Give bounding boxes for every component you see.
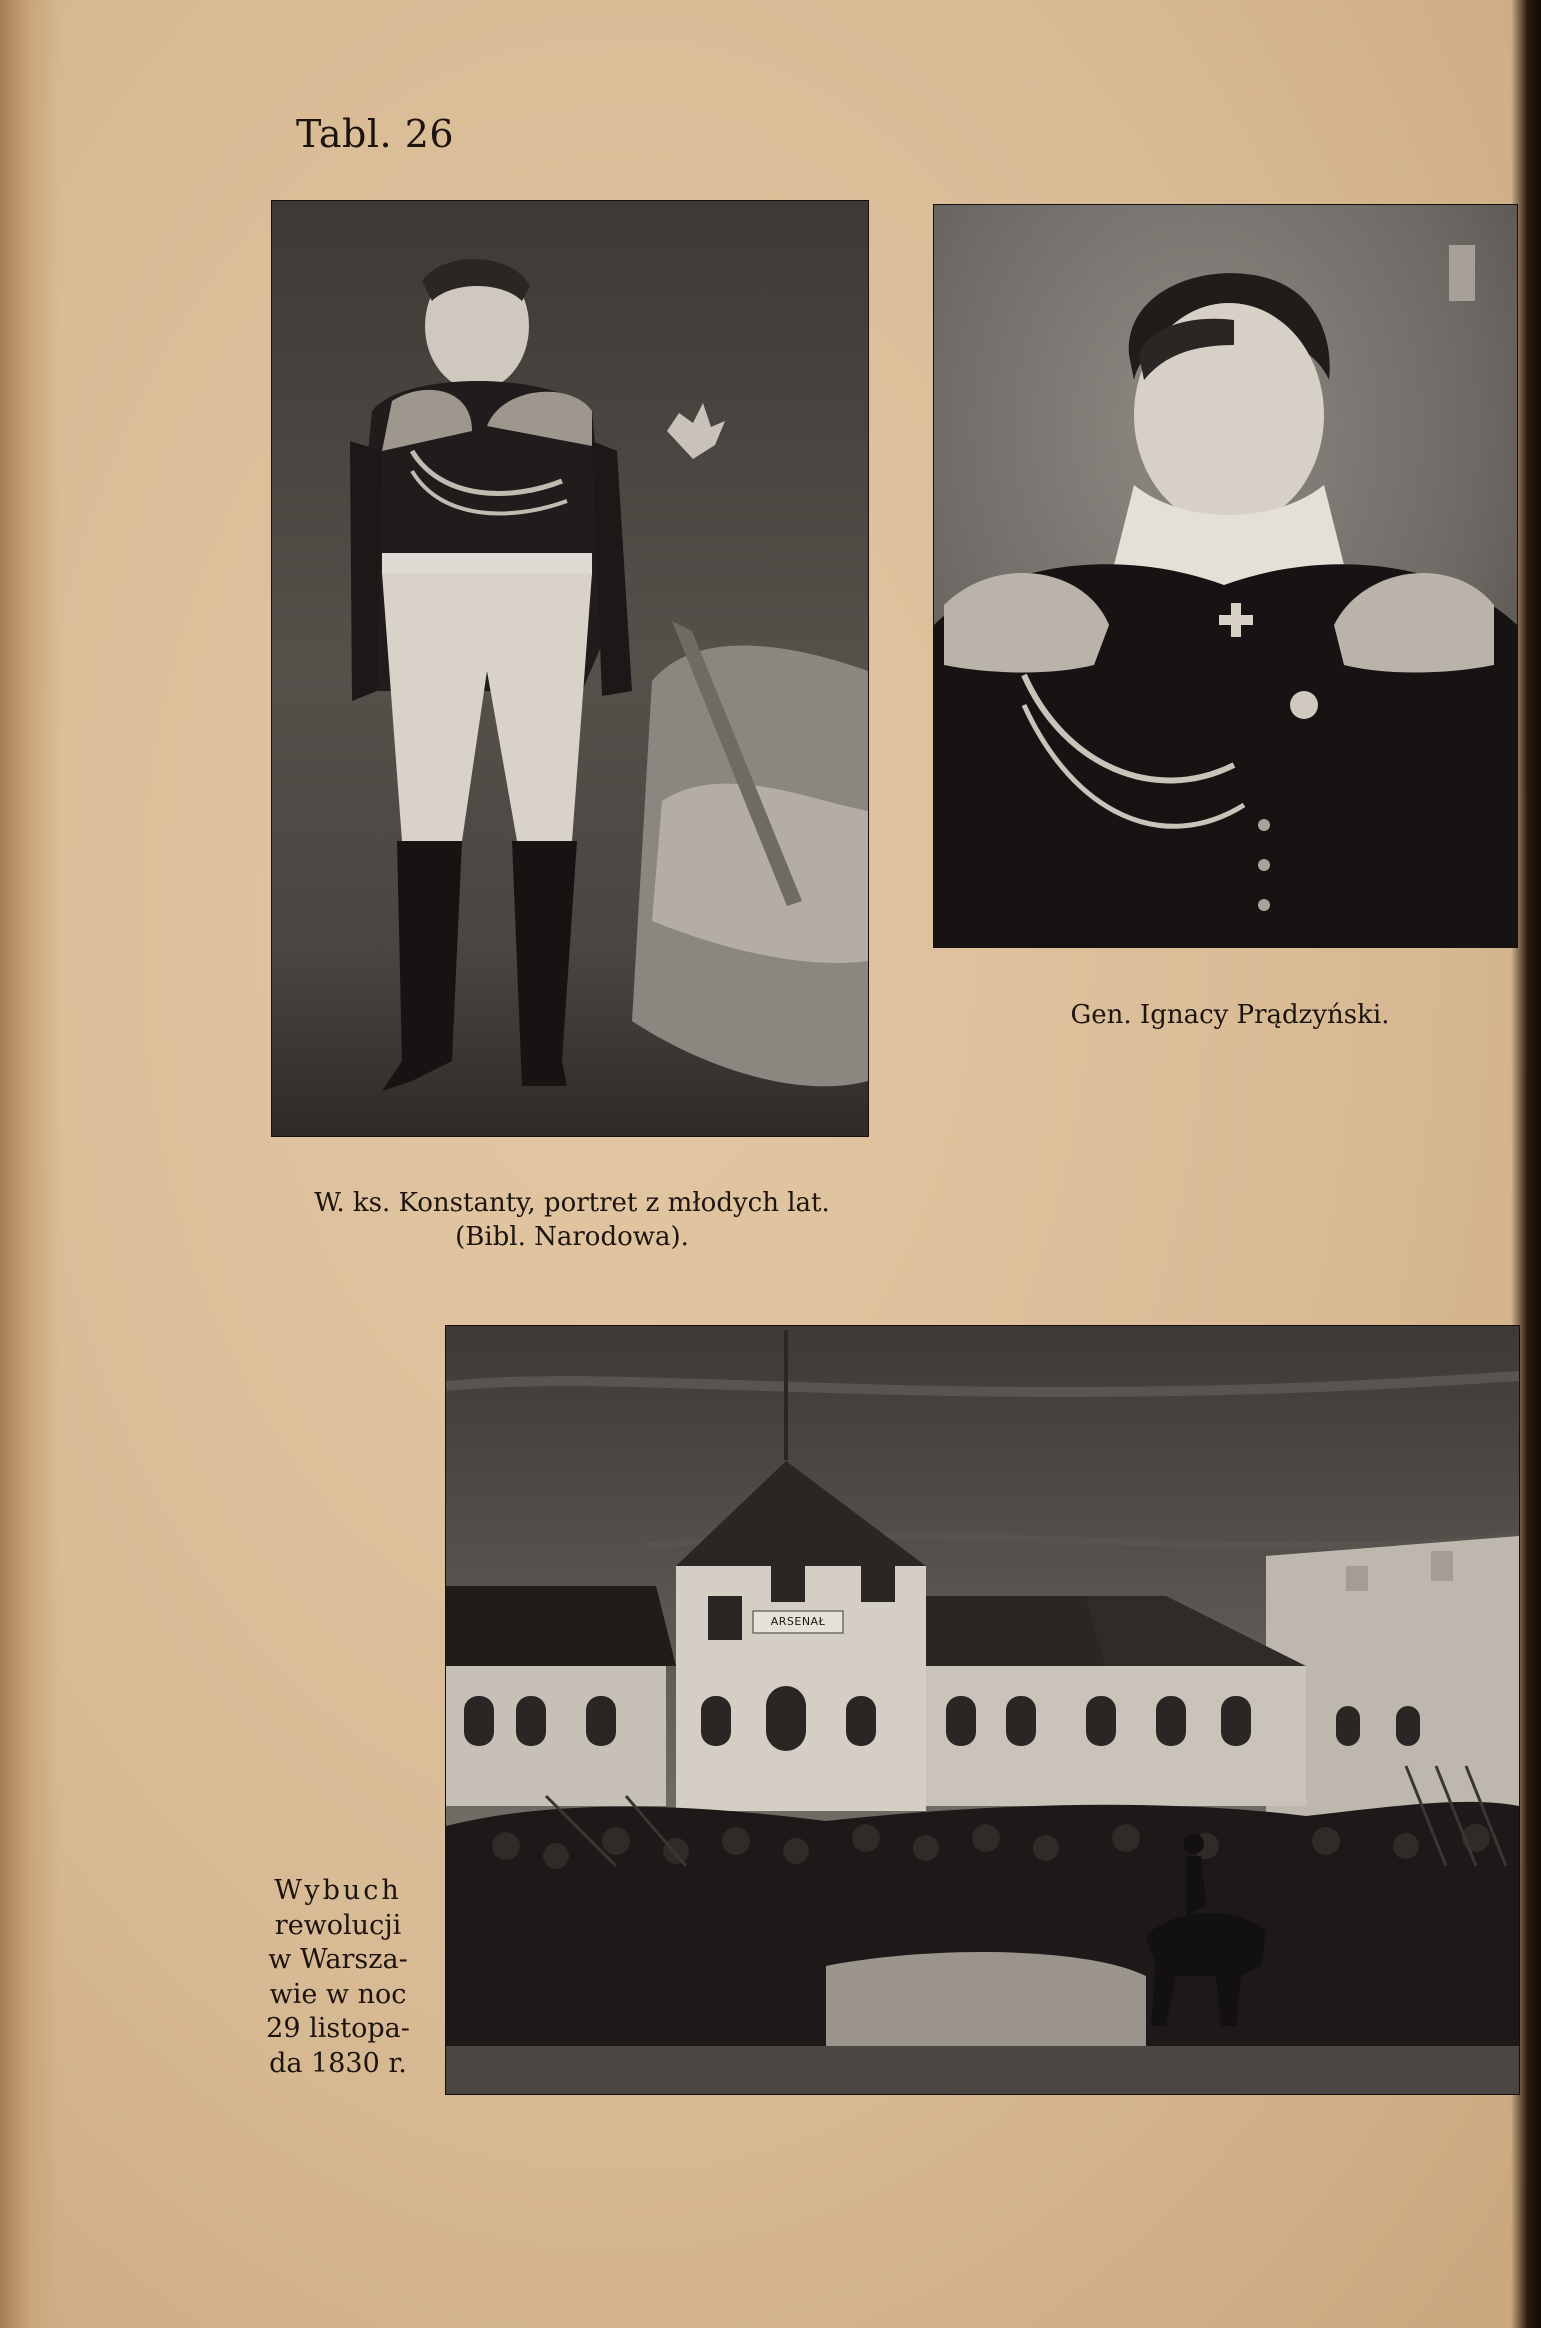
caption-revolution-line-1: Wybuch bbox=[274, 1875, 402, 1906]
arsenal-sign: ARSENAŁ bbox=[770, 1615, 826, 1628]
plate-number: Tabl. 26 bbox=[296, 112, 455, 156]
portrait-konstanty-image bbox=[272, 201, 868, 1136]
caption-revolution-line-3: w Warsza- bbox=[268, 1944, 408, 1975]
portrait-pradzynski-image bbox=[934, 205, 1517, 947]
caption-pradzynski: Gen. Ignacy Prądzyński. bbox=[1070, 1000, 1390, 1030]
caption-revolution-line-4: wie w noc bbox=[269, 1978, 407, 2010]
caption-revolution-line-5: 29 listopa- bbox=[266, 2013, 410, 2044]
caption-revolution-line-2: rewolucji bbox=[274, 1909, 402, 1941]
page-gutter-shadow bbox=[0, 0, 60, 2328]
caption-revolution-line-6: da 1830 r. bbox=[269, 2047, 407, 2079]
caption-konstanty-line-2: (Bibl. Narodowa). bbox=[455, 1222, 689, 1252]
arsenal-revolution-engraving bbox=[446, 1326, 1519, 2094]
caption-konstanty bbox=[272, 1186, 872, 1254]
caption-revolution bbox=[258, 1874, 418, 2081]
caption-konstanty-line-1: W. ks. Konstanty, portret z młodych lat. bbox=[314, 1188, 830, 1218]
